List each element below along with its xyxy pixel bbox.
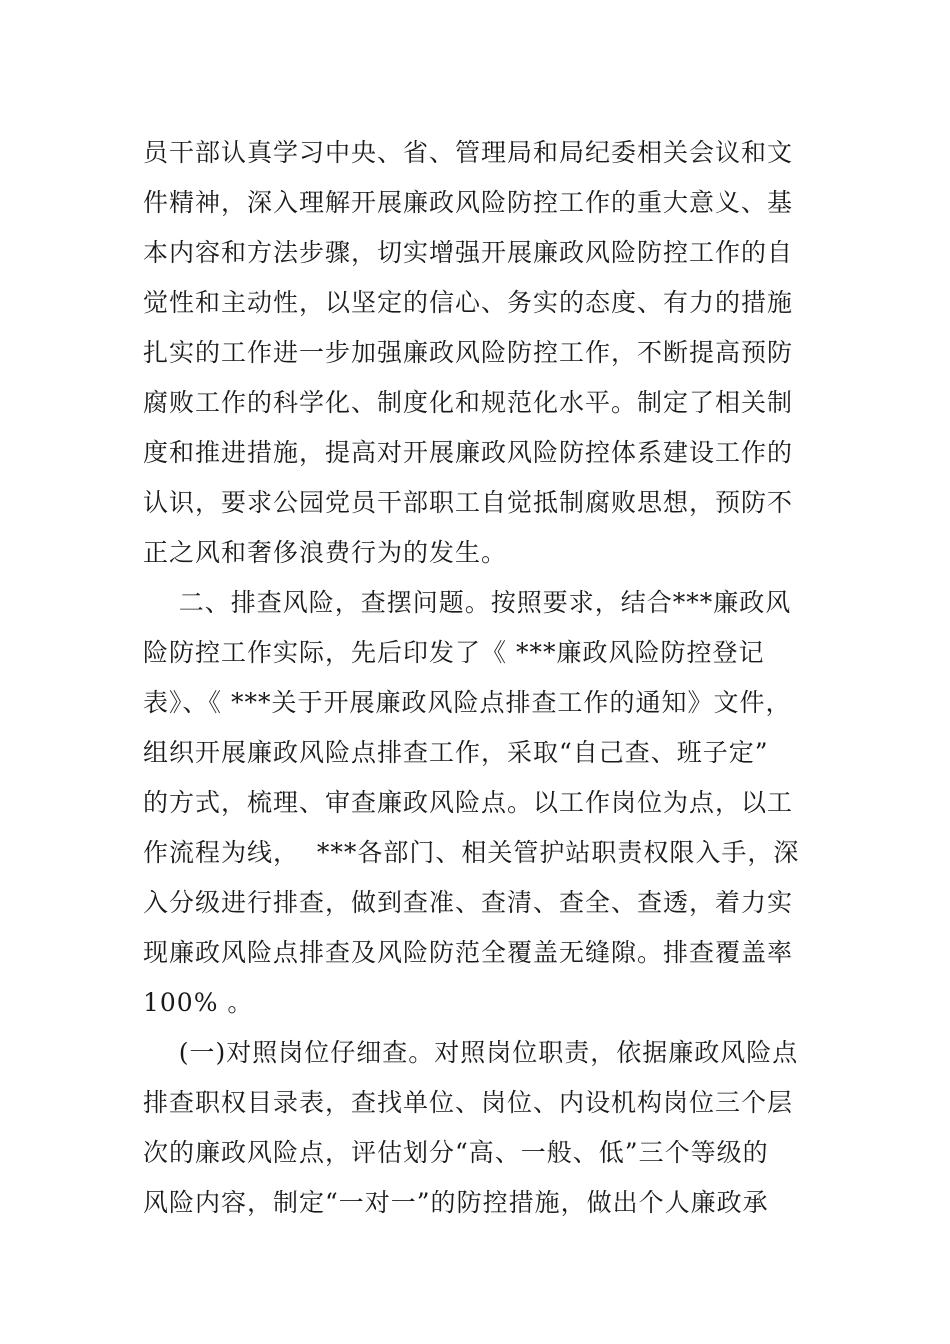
text-line: 员干部认真学习中央、省、管理局和局纪委相关会议和文 bbox=[143, 138, 794, 167]
text-line: 入分级进行排查，做到查准、查清、查全、查透，着力实 bbox=[143, 888, 794, 917]
text-line: 作流程为线， ***各部门、相关管护站职责权限入手，深 bbox=[143, 838, 800, 867]
text-line: 组织开展廉政风险点排查工作，采取“自己查、班子定” bbox=[143, 738, 769, 767]
text-line: 现廉政风险点排查及风险防范全覆盖无缝隙。排查覆盖率 bbox=[143, 938, 794, 967]
text-line: 度和推进措施，提高对开展廉政风险防控体系建设工作的 bbox=[143, 438, 794, 467]
paragraph-start-line: (一)对照岗位仔细查。对照岗位职责，依据廉政风险点 bbox=[143, 1038, 799, 1067]
text-line: 本内容和方法步骤，切实增强开展廉政风险防控工作的自 bbox=[143, 238, 794, 267]
text-line: 次的廉政风险点，评估划分“高、一般、低”三个等级的 bbox=[143, 1138, 769, 1167]
text-line: 表》、《 ***关于开展廉政风险点排查工作的通知》文件， bbox=[143, 688, 792, 717]
text-line: 的方式，梳理、审查廉政风险点。以工作岗位为点，以工 bbox=[143, 788, 794, 817]
text-line: 腐败工作的科学化、制度化和规范化水平。制定了相关制 bbox=[143, 388, 794, 417]
text-line: 件精神，深入理解开展廉政风险防控工作的重大意义、基 bbox=[143, 188, 794, 217]
text-line: 险防控工作实际，先后印发了《 ***廉政风险防控登记 bbox=[143, 638, 765, 667]
text-line: 风险内容，制定“一对一”的防控措施，做出个人廉政承 bbox=[143, 1188, 769, 1217]
text-line: 认识，要求公园党员干部职工自觉抵制腐败思想，预防不 bbox=[143, 488, 794, 517]
text-line: 排查职权目录表，查找单位、岗位、内设机构岗位三个层 bbox=[143, 1088, 794, 1117]
paragraph-start-line: 二、排查风险，查摆问题。按照要求，结合***廉政风 bbox=[143, 588, 792, 617]
text-line: 觉性和主动性，以坚定的信心、务实的态度、有力的措施 bbox=[143, 288, 794, 317]
text-line: 扎实的工作进一步加强廉政风险防控工作，不断提高预防 bbox=[143, 338, 794, 367]
text-line: 正之风和奢侈浪费行为的发生。 bbox=[143, 538, 508, 567]
text-line: 100% 。 bbox=[143, 988, 254, 1017]
